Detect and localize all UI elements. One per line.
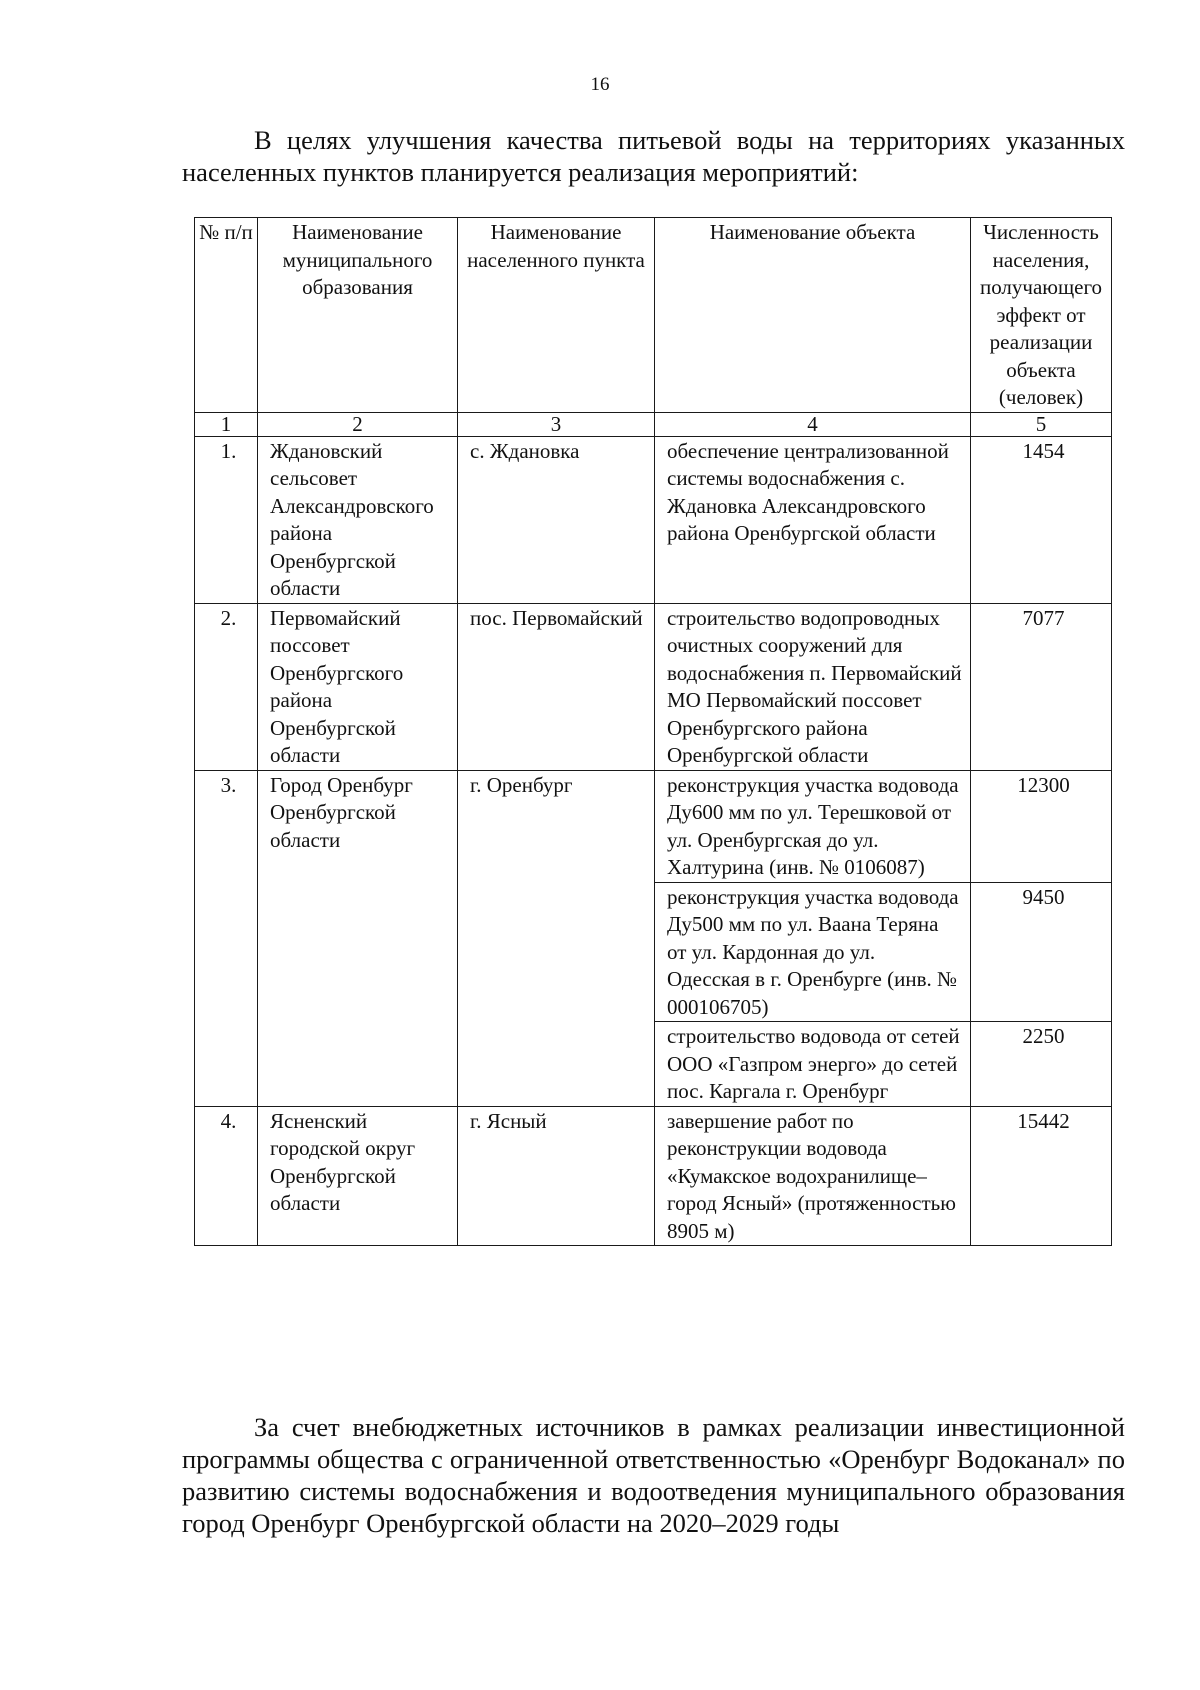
settlement-cell: г. Оренбург (458, 770, 655, 1106)
row-number: 4. (195, 1106, 258, 1246)
column-index: 5 (971, 412, 1112, 436)
table-row (195, 1106, 1112, 1246)
object-cell: обеспечение централизованной системы водоснабжения с. Ждановка Александровского района Оренбургской области (655, 436, 971, 603)
object-cell: завершение работ по реконструкции водовода «Кумакское водохранилище–город Ясный» (протяженностью 8905 м) (655, 1106, 971, 1246)
settlement-cell: г. Ясный (458, 1106, 655, 1246)
header-population: Численность населения, получающего эффект от реализации объекта (человек) (971, 218, 1112, 413)
page-number: 16 (590, 74, 610, 95)
municipality-cell: Город Оренбург Оренбургской области (258, 770, 458, 1106)
column-index: 2 (258, 412, 458, 436)
row-number: 2. (195, 603, 258, 770)
header-municipality: Наименование муниципального образования (258, 218, 458, 413)
row-number: 1. (195, 436, 258, 603)
header-num: № п/п (195, 218, 258, 413)
column-index: 3 (458, 412, 655, 436)
municipality-cell: Первомайский поссовет Оренбургского района Оренбургской области (258, 603, 458, 770)
population-cell: 1454 (971, 436, 1112, 603)
intro-paragraph: В целях улучшения качества питьевой воды на территориях указанных населенных пунктов планируется реализация мероприятий: (182, 125, 1125, 187)
object-cell: строительство водовода от сетей ООО «Газпром энерго» до сетей пос. Каргала г. Оренбург (655, 1022, 971, 1107)
settlement-cell: пос. Первомайский (458, 603, 655, 770)
header-object: Наименование объекта (655, 218, 971, 413)
outro-paragraph: За счет внебюджетных источников в рамках реализации инвестиционной программы общества с ограниченной ответственностью «Оренбург Водоканал» по развитию системы водоснабжения и водоотведения муниципального образования город Оренбург Оренбургской области на 2020–2029 годы (182, 1412, 1125, 1538)
header-settlement: Наименование населенного пункта (458, 218, 655, 413)
settlement-cell: с. Ждановка (458, 436, 655, 603)
population-cell: 12300 (971, 770, 1112, 882)
table-row (195, 436, 1112, 603)
population-cell: 2250 (971, 1022, 1112, 1107)
municipality-cell: Ждановский сельсовет Александровского района Оренбургской области (258, 436, 458, 603)
column-index: 4 (655, 412, 971, 436)
table-row (195, 603, 1112, 770)
object-cell: реконструкция участка водовода Ду600 мм по ул. Терешковой от ул. Оренбургская до ул. Халтурина (инв. № 0106087) (655, 770, 971, 882)
table-header-row (195, 218, 1112, 413)
row-number: 3. (195, 770, 258, 1106)
table-row (195, 770, 1112, 882)
column-index-row (195, 412, 1112, 436)
population-cell: 9450 (971, 882, 1112, 1022)
column-index: 1 (195, 412, 258, 436)
population-cell: 7077 (971, 603, 1112, 770)
object-cell: реконструкция участка водовода Ду500 мм по ул. Ваана Теряна от ул. Кардонная до ул. Одесская в г. Оренбурге (инв. № 000106705) (655, 882, 971, 1022)
municipality-cell: Ясненский городской округ Оренбургской области (258, 1106, 458, 1246)
object-cell: строительство водопроводных очистных сооружений для водоснабжения п. Первомайский МО Первомайский поссовет Оренбургского района Оренбургской области (655, 603, 971, 770)
population-cell: 15442 (971, 1106, 1112, 1246)
measures-table (194, 217, 1112, 1246)
